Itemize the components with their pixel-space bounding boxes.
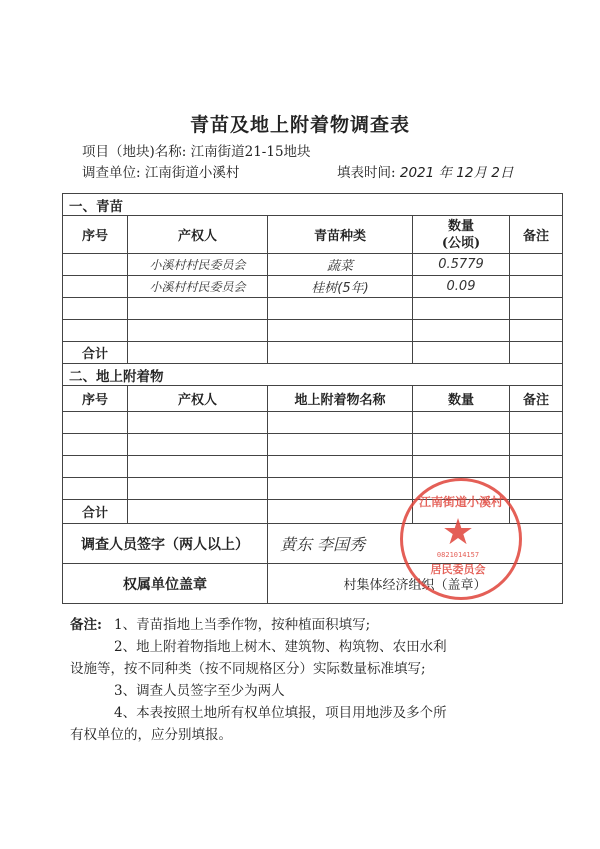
date-value: 2021 年 12月 2日 xyxy=(399,165,514,181)
header-remarks: 备注 xyxy=(510,386,563,412)
note-line: 3、调查人员签字至少为两人 xyxy=(114,683,285,699)
table-row xyxy=(63,254,563,276)
kind-cell xyxy=(268,276,413,298)
header-index: 序号 xyxy=(63,216,128,254)
seal-bottom-text: 居民委员会 xyxy=(430,563,486,576)
owner-seal-row xyxy=(63,564,563,604)
section1-title: 一、青苗 xyxy=(63,194,563,216)
section1-header-row xyxy=(63,216,563,254)
star-icon: ★ xyxy=(441,512,475,553)
section1-title-row xyxy=(63,194,563,216)
header-quantity: 数量 xyxy=(413,386,510,412)
table-row xyxy=(63,320,563,342)
project-label: 项目（地块)名称: xyxy=(82,144,187,160)
section2-header-row xyxy=(63,386,563,412)
note-line: 设施等，按不同种类（按不同规格区分）实际数量标准填写; xyxy=(70,661,426,677)
kind-handwriting: 桂树(5年) xyxy=(311,281,369,296)
table-row xyxy=(63,298,563,320)
date-row xyxy=(337,161,513,181)
kind-handwriting: 蔬菜 xyxy=(326,259,353,274)
surveyor-label: 调查人员签字（两人以上） xyxy=(63,524,268,564)
date-label: 填表时间: xyxy=(337,165,396,181)
unit-value: 江南街道小溪村 xyxy=(144,165,240,181)
kind-cell xyxy=(268,254,413,276)
note-line: 有权单位的，应分别填报。 xyxy=(70,727,232,743)
header-seedling-kind: 青苗种类 xyxy=(268,216,413,254)
note-line: 2、地上附着物指地上树木、建筑物、构筑物、农田水利 xyxy=(114,639,447,655)
table-row xyxy=(63,434,563,456)
table-row xyxy=(63,478,563,500)
surveyor-signature-cell xyxy=(268,524,563,564)
section1-total-row xyxy=(63,342,563,364)
seal-top-text: 江南街道小溪村 xyxy=(418,495,503,509)
table-row xyxy=(63,412,563,434)
owner-seal-value: 村集体经济组织（盖章） xyxy=(268,564,563,604)
owner-cell xyxy=(128,276,268,298)
table-row xyxy=(63,456,563,478)
owner-handwriting: 小溪村村民委员会 xyxy=(149,258,246,272)
section2-total-label: 合计 xyxy=(63,500,128,524)
unit-label: 调查单位: xyxy=(82,165,141,181)
owner-seal-label: 权属单位盖章 xyxy=(63,564,268,604)
owner-cell xyxy=(128,254,268,276)
survey-table xyxy=(62,193,563,604)
unit-row xyxy=(82,161,239,181)
surveyor-signatures: 黄东 李国秀 xyxy=(280,535,366,554)
header-index: 序号 xyxy=(63,386,128,412)
section2-total-row xyxy=(63,500,563,524)
section2-title: 二、地上附着物 xyxy=(63,364,563,386)
header-quantity: 数量 (公顷) xyxy=(413,216,510,254)
table-row xyxy=(63,276,563,298)
note-line: 1、青苗指地上当季作物，按种植面积填写; xyxy=(114,617,371,633)
notes-label: 备注: xyxy=(70,617,102,633)
qty-handwriting: 0.5779 xyxy=(438,257,484,272)
header-owner: 产权人 xyxy=(128,386,268,412)
qty-cell xyxy=(413,276,510,298)
section2-title-row xyxy=(63,364,563,386)
qty-cell xyxy=(413,254,510,276)
section1-total-label: 合计 xyxy=(63,342,128,364)
project-row xyxy=(82,140,311,160)
form-title: 青苗及地上附着物调查表 xyxy=(189,114,410,136)
header-owner: 产权人 xyxy=(128,216,268,254)
seal-code: 0821014157 xyxy=(436,551,480,559)
header-attachment-name: 地上附着物名称 xyxy=(268,386,413,412)
note-line: 4、本表按照土地所有权单位填报，项目用地涉及多个所 xyxy=(114,705,447,721)
project-value: 江南街道21-15地块 xyxy=(190,144,311,160)
owner-handwriting: 小溪村村民委员会 xyxy=(149,280,246,294)
qty-handwriting: 0.09 xyxy=(446,279,476,294)
surveyor-row xyxy=(63,524,563,564)
header-remarks: 备注 xyxy=(510,216,563,254)
